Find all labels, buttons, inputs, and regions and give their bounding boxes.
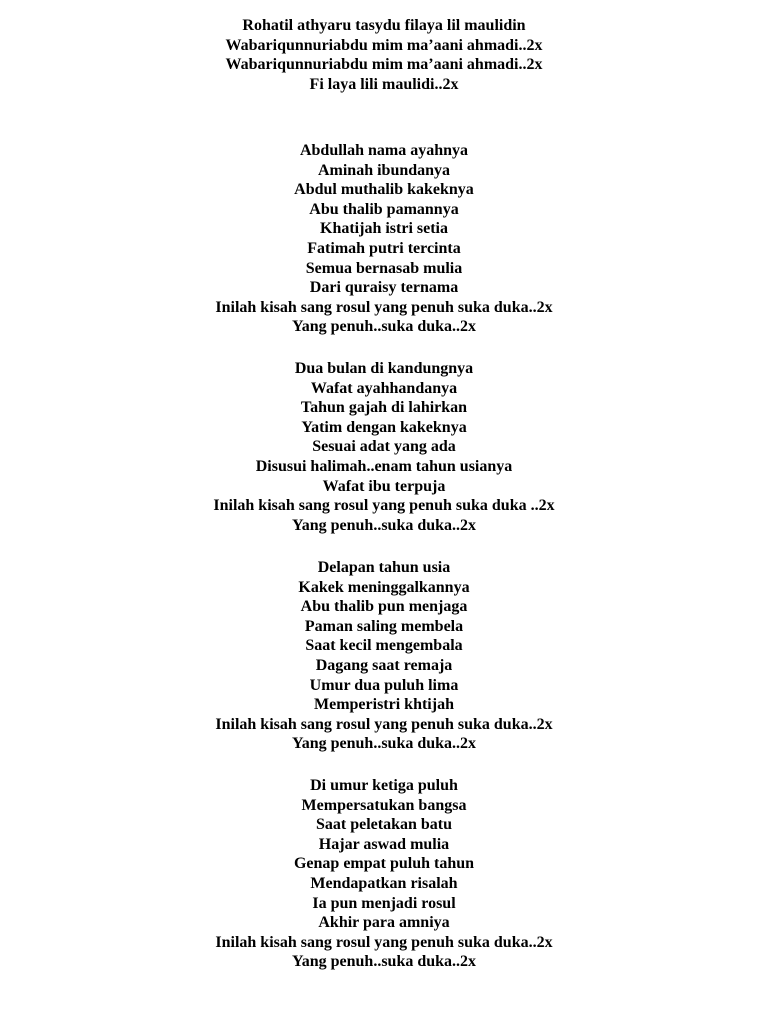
lyric-line: Wabariqunnuriabdu mim ma’aani ahmadi..2x	[225, 56, 543, 74]
lyric-line: Hajar aswad mulia	[318, 835, 450, 853]
stanza-youth	[0, 558, 768, 754]
chorus-line: Yang penuh..suka duka..2x	[291, 318, 477, 336]
lyric-line: Disusui halimah..enam tahun usianya	[255, 457, 513, 475]
lyric-line: Wafat ayahhandanya	[310, 379, 458, 397]
lyric-line: Khatijah istri setia	[320, 220, 448, 238]
lyric-line: Umur dua puluh lima	[309, 676, 459, 694]
lyric-line: Fi laya lili maulidi..2x	[309, 75, 459, 93]
lyric-line: Mempersatukan bangsa	[301, 796, 467, 814]
chorus-line: Yang penuh..suka duka..2x	[291, 735, 477, 753]
stanza-opening	[0, 16, 768, 94]
lyric-line: Dua bulan di kandungnya	[294, 360, 474, 377]
lyric-line: Dari quraisy ternama	[309, 279, 459, 297]
lyric-line: Rohatil athyaru tasydu filaya lil maulidin	[242, 17, 526, 34]
lyric-line: Saat kecil mengembala	[305, 637, 463, 655]
lyric-line: Abdullah nama ayahnya	[299, 142, 469, 159]
lyric-line: Abdul muthalib kakeknya	[294, 181, 474, 199]
lyric-line: Kakek meninggalkannya	[298, 578, 470, 596]
lyric-line: Mendapatkan risalah	[310, 874, 458, 892]
chorus-line: Yang penuh..suka duka..2x	[291, 953, 477, 971]
lyric-line: Wafat ibu terpuja	[322, 477, 446, 495]
lyric-line: Yatim dengan kakeknya	[301, 418, 467, 436]
lyric-line: Tahun gajah di lahirkan	[300, 399, 468, 417]
stanza-lineage	[0, 141, 768, 337]
lyric-line: Aminah ibundanya	[317, 161, 451, 179]
lyric-line: Fatimah putri tercinta	[307, 239, 461, 257]
lyric-line: Ia pun menjadi rosul	[312, 894, 456, 912]
chorus-line: Inilah kisah sang rosul yang penuh suka duka..2x	[215, 715, 553, 733]
lyric-line: Delapan tahun usia	[317, 559, 451, 576]
lyric-line: Saat peletakan batu	[315, 816, 453, 834]
lyric-line: Di umur ketiga puluh	[310, 777, 458, 794]
lyric-line: Genap empat puluh tahun	[293, 855, 475, 873]
stanza-birth	[0, 359, 768, 535]
chorus-line: Yang penuh..suka duka..2x	[291, 516, 477, 534]
stanza-prophethood	[0, 776, 768, 972]
lyric-line: Paman saling membela	[304, 617, 464, 635]
lyric-line: Memperistri khtijah	[314, 696, 454, 714]
lyric-line: Semua bernasab mulia	[305, 259, 463, 277]
lyric-line: Akhir para amniya	[318, 914, 450, 932]
lyric-line: Dagang saat remaja	[315, 656, 453, 674]
lyric-line: Wabariqunnuriabdu mim ma’aani ahmadi..2x	[225, 36, 543, 54]
chorus-line: Inilah kisah sang rosul yang penuh suka duka..2x	[215, 298, 553, 316]
chorus-line: Inilah kisah sang rosul yang penuh suka duka ..2x	[213, 497, 555, 515]
lyric-line: Sesuai adat yang ada	[312, 438, 456, 456]
lyric-line: Abu thalib pun menjaga	[300, 598, 468, 616]
lyric-line: Abu thalib pamannya	[309, 200, 459, 218]
chorus-line: Inilah kisah sang rosul yang penuh suka duka..2x	[215, 933, 553, 951]
